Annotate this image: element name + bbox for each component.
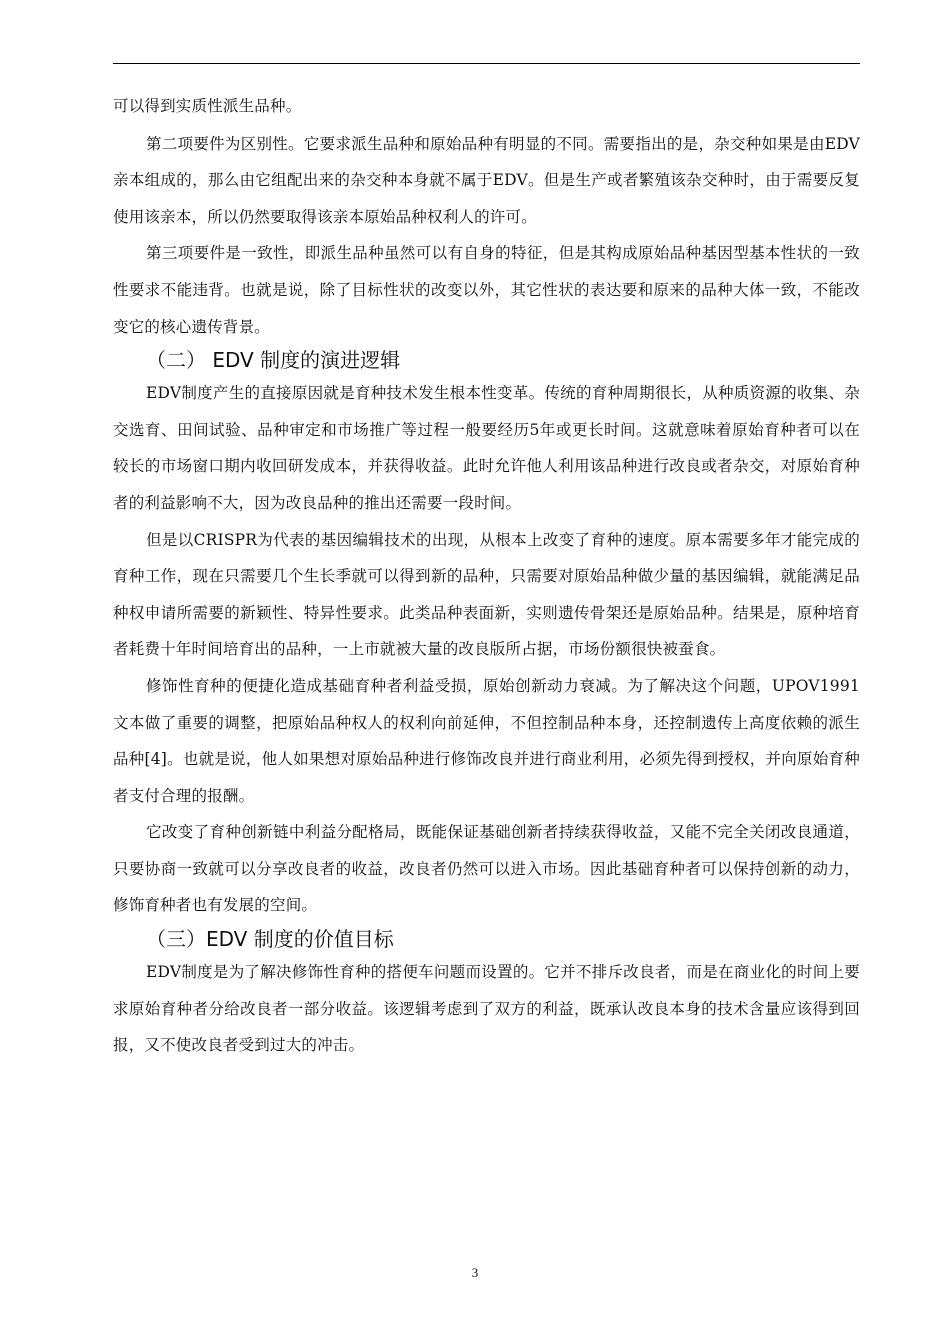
paragraph-gene-editing: 但是以CRISPR为代表的基因编辑技术的出现，从根本上改变了育种的速度。原本需要多年才能完成的育种工作，现在只需要几个生长季就可以得到新的品种，只需要对原始品种做少量的基因编辑，就能满足品种权申请所需要的新颖性、特异性要求。此类品种表面新，实则遗传骨架还是原始品种。结果是，原种培育者耗费十年时间培育出的品种，一上市就被大量的改良版所占据，市场份额很快被蚕食。: [113, 530, 860, 659]
section-heading-evolution-logic: （二） EDV 制度的演进逻辑: [146, 348, 401, 373]
page-body: [113, 88, 860, 1064]
section-heading-value-goals: （三）EDV 制度的价值目标: [146, 927, 394, 952]
header-rule: [113, 63, 860, 64]
paragraph-benefit-distribution: 它改变了育种创新链中利益分配格局，既能保证基础创新者持续获得收益，又能不完全关闭改良通道，只要协商一致就可以分享改良者的收益，改良者仍然可以进入市场。因此基础育种者可以保持创新的动力，修饰育种者也有发展的空间。: [113, 823, 860, 915]
paragraph-uniformity: 第三项要件是一致性，即派生品种虽然可以有自身的特征，但是其构成原始品种基因型基本性状的一致性要求不能违背。也就是说，除了目标性状的改变以外，其它性状的表达要和原来的品种大体一致，不能改变它的核心遗传背景。: [113, 244, 860, 336]
paragraph-distinctness: 第二项要件为区别性。它要求派生品种和原始品种有明显的不同。需要指出的是，杂交种如果是由EDV亲本组成的，那么由它组配出来的杂交种本身就不属于EDV。但是生产或者繁殖该杂交种时，由于需要反复使用该亲本，所以仍然要取得该亲本原始品种权利人的许可。: [113, 134, 860, 226]
continuation-paragraph: 可以得到实质性派生品种。: [113, 97, 302, 115]
page-number: 3: [471, 1265, 479, 1280]
paragraph-direct-cause: EDV制度产生的直接原因就是育种技术发生根本性变革。传统的育种周期很长，从种质资源的收集、杂交选育、田间试验、品种审定和市场推广等过程一般要经历5年或更长时间。这就意味着原始育种者可以在较长的市场窗口期内收回研发成本，并获得收益。此时允许他人利用该品种进行改良或者杂交，对原始育种者的利益影响不大，因为改良品种的推出还需要一段时间。: [113, 384, 860, 512]
paragraph-upov1991: 修饰性育种的便捷化造成基础育种者利益受损，原始创新动力衰减。为了解决这个问题，UPOV1991文本做了重要的调整，把原始品种权人的权利向前延伸，不但控制品种本身，还控制遗传上高度依赖的派生品种[4]。也就是说，他人如果想对原始品种进行修饰改良并进行商业利用，必须先得到授权，并向原始育种者支付合理的报酬。: [113, 676, 860, 805]
paragraph-free-rider: EDV制度是为了解决修饰性育种的搭便车问题而设置的。它并不排斥改良者，而是在商业化的时间上要求原始育种者分给改良者一部分收益。该逻辑考虑到了双方的利益，既承认改良本身的技术含量应该得到回报，又不使改良者受到过大的冲击。: [113, 963, 860, 1055]
